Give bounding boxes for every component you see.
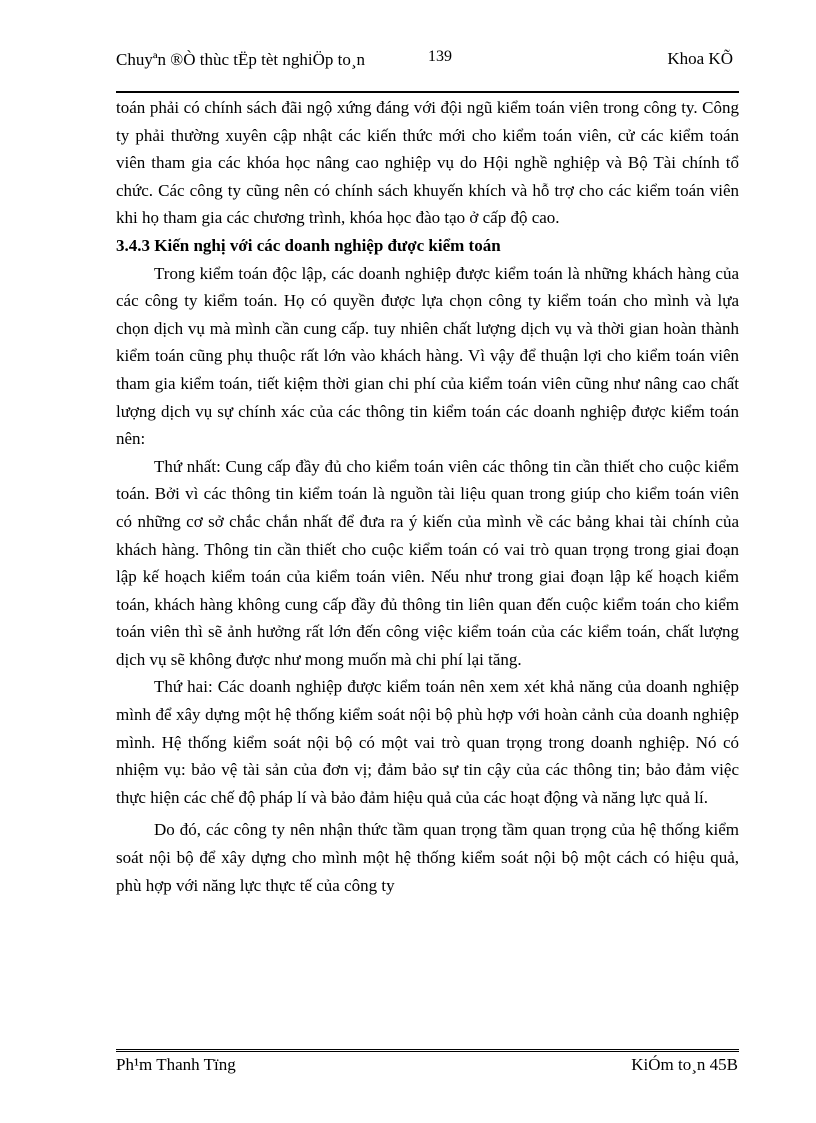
header-title: Chuyªn ®Ò thùc tËp tèt nghiÖp to¸n: [116, 50, 365, 69]
paragraph-1: toán phải có chính sách đãi ngộ xứng đáng với đội ngũ kiểm toán viên trong công ty. Công ty phải thường xuyên cập nhật các kiến thức mới cho kiểm toán viên, cử các kiểm toán viên tham gia các khóa học nâng cao nghiệp vụ do Hội nghề nghiệp và Bộ Tài chính tổ chức. Các công ty cũng nên có chính sách khuyến khích và hỗ trợ cho các kiểm toán viên khi họ tham gia các chương trình, khóa học đào tạo ở cấp độ cao.: [116, 98, 739, 228]
document-body: [116, 94, 739, 899]
footer-divider: [116, 1049, 739, 1052]
paragraph-2: Trong kiểm toán độc lập, các doanh nghiệp được kiểm toán là những khách hàng của các công ty kiểm toán. Họ có quyền được lựa chọn công ty kiểm toán cho mình và lựa chọn dịch vụ mà mình cần cung cấp. tuy nhiên chất lượng dịch vụ và thời gian hoàn thành kiểm toán cũng phụ thuộc rất lớn vào khách hàng. Vì vậy để thuận lợi cho kiểm toán viên tham gia kiểm toán, tiết kiệm thời gian chi phí của kiểm toán viên cũng như nâng cao chất lượng dịch vụ sự chính xác của các thông tin kiểm toán các doanh nghiệp được kiểm toán nên:: [116, 263, 739, 449]
footer-class: KiÓm to¸n 45B: [631, 1055, 738, 1074]
paragraph-3: Thứ nhất: Cung cấp đầy đủ cho kiểm toán viên các thông tin cần thiết cho cuộc kiểm toán. Bởi vì các thông tin kiểm toán là nguồn tài liệu quan trong giúp cho kiểm toán viên có những cơ sở chắc chắn nhất để đưa ra ý kiến của mình về các bảng khai tài chính của khách hàng. Thông tin cần thiết cho cuộc kiểm toán có vai trò quan trọng trong giai đoạn lập kế hoạch kiểm toán của kiểm toán viên. Nếu như trong giai đoạn lập kế hoạch kiểm toán, khách hàng không cung cấp đầy đủ thông tin liên quan đến cuộc kiểm toán cho kiểm toán viên thì sẽ ảnh hưởng rất lớn đến công việc kiểm toán của các kiểm toán, chất lượng dịch vụ sẽ không được như mong muốn mà chi phí lại tăng.: [116, 456, 739, 669]
header-divider: [116, 91, 739, 93]
header-department: Khoa KÕ: [667, 49, 733, 68]
paragraph-4: Thứ hai: Các doanh nghiệp được kiểm toán nên xem xét khả năng của doanh nghiệp mình để xây dựng một hệ thống kiểm soát nội bộ phù hợp với hoàn cảnh của doanh nghiệp mình. Hệ thống kiểm soát nội bộ có một vai trò quan trọng trong doanh nghiệp. Nó có nhiệm vụ: bảo vệ tài sản của đơn vị; đảm bảo sự tin cậy của các thông tin; bảo đảm việc thực hiện các chế độ pháp lí và bảo đảm hiệu quả của các hoạt động và năng lực quả lí.: [116, 677, 739, 807]
section-heading: 3.4.3 Kiến nghị với các doanh nghiệp được kiểm toán: [116, 235, 501, 255]
paragraph-5: Do đó, các công ty nên nhận thức tầm quan trọng tầm quan trọng của hệ thống kiểm soát nội bộ để xây dựng cho mình một hệ thống kiểm soát nội bộ một cách có hiệu quả, phù hợp với năng lực thực tế của công ty: [116, 820, 739, 895]
page-number: 139: [428, 48, 452, 65]
footer-author: Ph¹m Thanh Tïng: [116, 1055, 236, 1074]
